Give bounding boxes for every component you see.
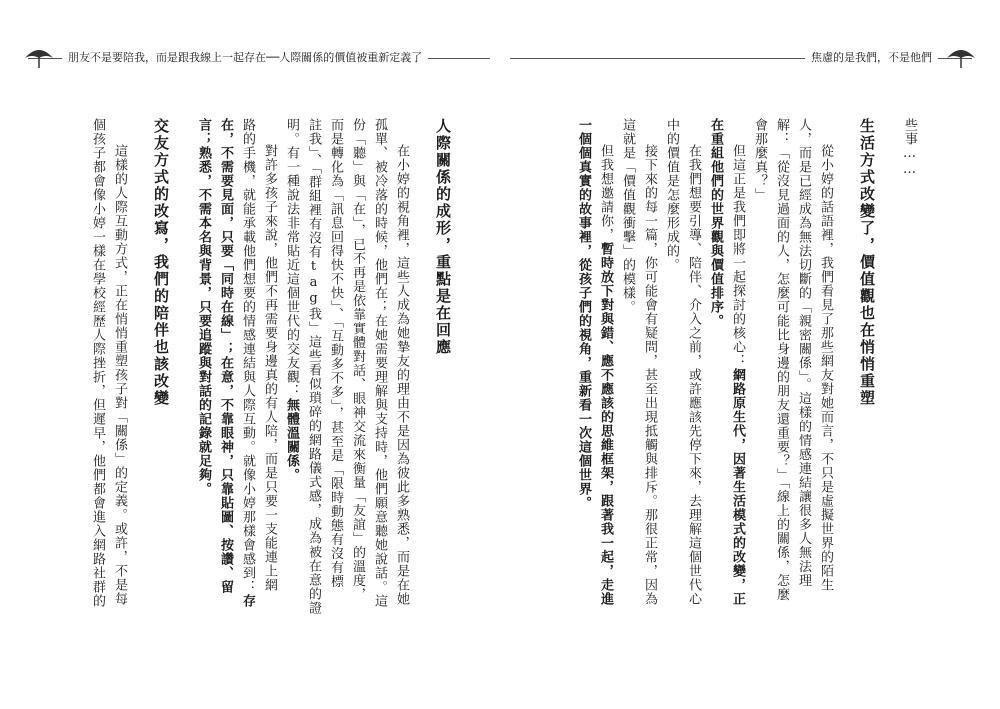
umbrella-icon [944, 44, 978, 70]
running-head-left [10, 44, 490, 74]
text-column: 些事…… [902, 118, 917, 178]
text-column [236, 118, 258, 618]
text-column: 會那麼真？」 [752, 118, 767, 202]
text-column [572, 118, 594, 618]
text-column [214, 118, 236, 618]
text-column [726, 118, 748, 644]
left-page [60, 118, 460, 678]
text-column: 份「聽」與「在」，已不再是依靠實體對話、眼神交流來衡量「友誼」的溫度， [350, 118, 365, 602]
text-column [594, 118, 616, 644]
text-column: 對許多孩子來說，他們不再需要身邊真的有人陪，而是只要一支能連上網 [262, 144, 277, 592]
text-column: 在小婷的視角裡，這些人成為她摯友的理由不是因為彼此多熟悉，而是在她 [394, 144, 409, 606]
emphasis-run: 言；熟悉，不需本名與背景，只要追蹤與對話的記錄就足夠。 [196, 118, 211, 496]
running-head-right [510, 44, 990, 74]
text-column: 而是轉化為「訊息回得快不快」、「互動多不多」，甚至是「限時動態有沒有標 [328, 118, 343, 589]
text-column: 從小婷的話語裡，我們看見了那些網友對她而言，不只是虛擬世界的陌生 [818, 144, 833, 592]
section-heading: 交友方式的改寫，我們的陪伴也該改變 [152, 118, 170, 407]
text-column: 孤單、被冷落的時候，他們在；在她需要理解與支持時，他們願意聽她說話。這 [372, 118, 387, 608]
emphasis-run: 在，不需要見面，只要「同時在線」；在意，不靠眼神，只靠貼圖、按讚、留 [218, 118, 233, 594]
emphasis-run: 一個個真實的故事裡，從孩子們的視角，重新看一次這個世界。 [576, 118, 591, 510]
text-column [704, 118, 726, 618]
text-run: 路的手機，就能承載他們想要的情感連結與人際互動。就像小婷那樣會感到： [240, 118, 255, 594]
section-heading: 生活方式改變了，價值觀也在悄悄重塑 [858, 118, 876, 407]
section-heading: 人際關係的成形，重點是在回應 [434, 118, 452, 356]
text-column: 個孩子都會像小婷一樣在學校經歷人際挫折，但遲早，他們都會進入網路社群的 [90, 118, 105, 608]
emphasis-run: 暫時放下對與錯、應不應該的思維框架，跟著我一起，走進 [598, 242, 613, 606]
emphasis-run: 網路原生代，因著生活模式的改變，正 [730, 368, 745, 606]
text-run: 但這正是我們即將一起探討的核心： [730, 144, 745, 368]
text-column [192, 118, 214, 618]
emphasis-run: 無體溫關係。 [284, 398, 299, 482]
running-head-text: 焦慮的是我們，不是他們 [805, 50, 938, 66]
text-column: 接下來的每一篇，你可能會有疑問，甚至出現抵觸與排斥。那很正常，因為 [642, 144, 657, 606]
text-column: 中的價值是怎麼形成的。 [664, 118, 679, 272]
text-column: 解：「從沒見過面的人，怎麼可能比身邊的朋友還重要？」「線上的關係，怎麼 [774, 118, 789, 602]
running-head-text: 朋友不是要陪我，而是跟我線上一起存在──人際關係的價值被重新定義了 [62, 50, 428, 66]
text-column: 這樣的人際互動方式，正在悄悄重塑孩子對「關係」的定義。或許，不是每 [112, 144, 127, 606]
text-run: 明。有一種說法非常貼近這個世代的交友觀： [284, 118, 299, 398]
text-column [280, 118, 302, 618]
text-column: 在我們想要引導、陪伴、介入之前，或許應該先停下來，去理解這個世代心 [686, 144, 701, 606]
text-column: 註我」、「群組裡有沒有tag我」這些看似瑣碎的網路儀式感，成為被在意的證 [306, 118, 321, 615]
emphasis-run: 存 [240, 594, 255, 608]
emphasis-run: 在重組他們的世界觀與價值排序。 [708, 118, 723, 328]
text-column: 這就是「價值觀衝擊」的模樣。 [620, 118, 635, 314]
right-page [520, 118, 920, 678]
text-column: 人，而是已經成為無法切斷的「親密關係」。這樣的情感連結讓很多人無法理 [796, 118, 811, 588]
umbrella-icon [22, 44, 56, 70]
text-run: 但我想邀請你， [598, 144, 613, 242]
